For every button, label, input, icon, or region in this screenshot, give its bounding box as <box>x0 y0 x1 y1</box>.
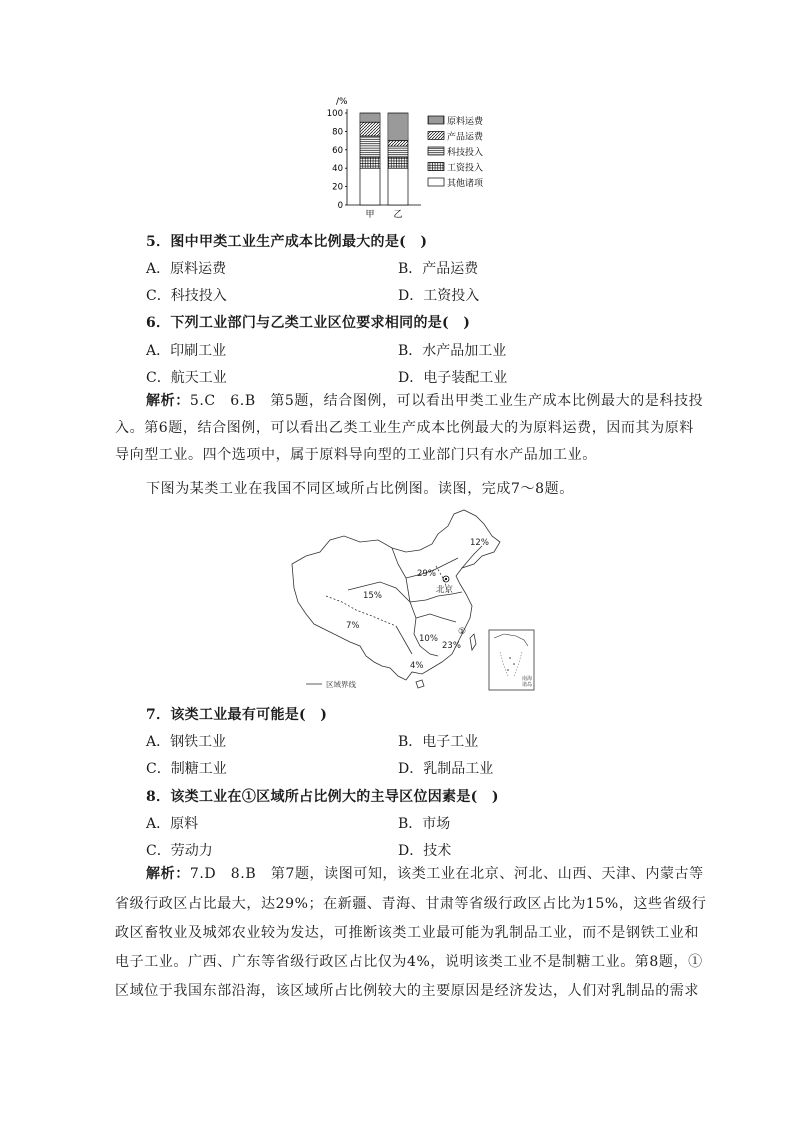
q8-option-d: D．技术 <box>398 843 452 859</box>
label-12-percent: 12% <box>470 538 489 548</box>
china-region-map <box>286 506 548 694</box>
bar-segment <box>388 146 408 157</box>
explanation-line: 入。第6题，结合图例，可以看出乙类工业生产成本比例最大的为原料运费，因而其为原料 <box>115 420 694 436</box>
question-6-stem: 6．下列工业部门与乙类工业区位要求相同的是( ) <box>146 315 471 331</box>
q5-option-a: A．原料运费 <box>146 261 227 277</box>
svg-text:诸岛: 诸岛 <box>522 682 533 688</box>
legend-label: 工资投入 <box>447 163 484 174</box>
q6-option-b: B．水产品加工业 <box>398 343 507 359</box>
legend-label: 产品运费 <box>447 132 484 143</box>
explanation-line: 省级行政区占比最大，达29%；在新疆、青海、甘肃等省级行政区占比为15%，这些省级行 <box>115 896 707 912</box>
explanation-5-6-cont <box>115 415 715 469</box>
question-7-stem: 7．该类工业最有可能是( ) <box>146 707 328 723</box>
legend-swatch <box>428 163 444 171</box>
country-outline <box>292 510 500 680</box>
explanation-line: 政区畜牧业及城郊农业较为发达，可推断该类工业最可能为乳制品工业，而不是钢铁工业和 <box>115 925 699 941</box>
beijing-capital-icon <box>443 576 449 582</box>
explanation-line: 7.D 8.B 第7题，读图可知，该类工业在北京、河北、山西、天津、内蒙古等 <box>189 866 704 882</box>
explanation-line: 区域位于我国东部沿海，该区域所占比例较大的主要原因是经济发达，人们对乳制品的需求 <box>115 983 699 999</box>
x-tick-label: 甲 <box>365 210 375 220</box>
bar-segment <box>388 141 408 147</box>
beijing-label: 北京 <box>436 585 454 595</box>
legend-swatch <box>428 178 444 186</box>
label-23-percent: 23% <box>442 641 461 651</box>
bar-segment <box>360 122 380 136</box>
y-tick-label: 20 <box>332 182 343 193</box>
explanation-5-6 <box>146 388 706 415</box>
q7-option-d: D．乳制品工业 <box>398 761 494 777</box>
region-boundary <box>416 614 456 622</box>
y-tick-label: 0 <box>337 201 343 211</box>
label-7-percent: 7% <box>346 621 360 631</box>
map-intro-text: 下图为某类工业在我国不同区域所占比例图。读图，完成7～8题。 <box>146 481 574 497</box>
label-4-percent: 4% <box>410 661 424 671</box>
svg-text:南海: 南海 <box>522 676 533 682</box>
legend-swatch <box>428 147 444 155</box>
bar-segment <box>360 157 380 168</box>
boundary-legend-label: 区域界线 <box>326 680 356 689</box>
bar-segment <box>388 168 408 205</box>
x-tick-label: 乙 <box>393 210 403 220</box>
q6-option-d: D．电子装配工业 <box>398 370 508 386</box>
q6-option-a: A．印刷工业 <box>146 343 227 359</box>
q5-option-b: B．产品运费 <box>398 261 479 277</box>
y-axis-unit-label: /% <box>336 97 348 107</box>
y-tick-label: 60 <box>332 145 343 156</box>
q8-option-a: A．原料 <box>146 816 199 832</box>
legend-label: 其他诸项 <box>447 179 484 189</box>
legend-swatch <box>428 116 444 124</box>
bar-segment <box>388 157 408 168</box>
question-8-stem: 8．该类工业在①区域所占比例大的主导区位因素是( ) <box>146 789 499 805</box>
label-15-percent: 15% <box>363 591 382 601</box>
explanation-7-8-cont <box>115 890 706 1006</box>
q8-option-b: B．市场 <box>398 816 451 832</box>
explanation-7-8 <box>146 861 704 888</box>
legend-label: 科技投入 <box>447 148 484 158</box>
bar-segment <box>360 113 380 122</box>
region-1-marker: ① <box>458 627 467 637</box>
taiwan-island <box>470 634 476 650</box>
explanation-label: 解析： <box>146 393 190 409</box>
explanation-label: 解析： <box>146 866 190 882</box>
bar-segment <box>360 168 380 205</box>
bar-segment <box>388 113 408 141</box>
q8-option-c: C．劳动力 <box>146 843 213 859</box>
y-tick-label: 80 <box>332 127 343 138</box>
q5-option-d: D．工资投入 <box>398 288 480 304</box>
region-boundary <box>348 582 416 618</box>
region-boundary <box>396 626 412 654</box>
explanation-line: 电子工业。广西、广东等省级行政区占比仅为4%，说明该类工业不是制糖工业。第8题，① <box>115 954 703 970</box>
y-tick-label: 40 <box>332 164 343 175</box>
label-29-percent: 29% <box>417 569 436 579</box>
q5-option-c: C．科技投入 <box>146 288 227 304</box>
legend-label: 原料运费 <box>447 117 484 127</box>
q7-option-c: C．制糖工业 <box>146 761 227 777</box>
chart-legend <box>426 112 506 198</box>
question-5-stem: 5．图中甲类工业生产成本比例最大的是( ) <box>146 234 428 250</box>
label-10-percent: 10% <box>419 634 438 644</box>
q7-option-a: A．钢铁工业 <box>146 734 227 750</box>
explanation-line: 导向型工业。四个选项中，属于原料导向型的工业部门只有水产品加工业。 <box>115 447 597 463</box>
bar-segment <box>360 136 380 157</box>
region-boundary <box>326 596 396 626</box>
legend-swatch <box>428 132 444 140</box>
q7-option-b: B．电子工业 <box>398 734 479 750</box>
explanation-line: 5.C 6.B 第5题，结合图例，可以看出甲类工业生产成本比例最大的是科技投 <box>189 393 704 409</box>
q6-option-c: C．航天工业 <box>146 370 227 386</box>
south-china-sea-inset <box>489 630 534 690</box>
hainan-island <box>416 680 424 688</box>
y-tick-label: 100 <box>326 109 343 119</box>
region-boundary <box>392 548 410 602</box>
